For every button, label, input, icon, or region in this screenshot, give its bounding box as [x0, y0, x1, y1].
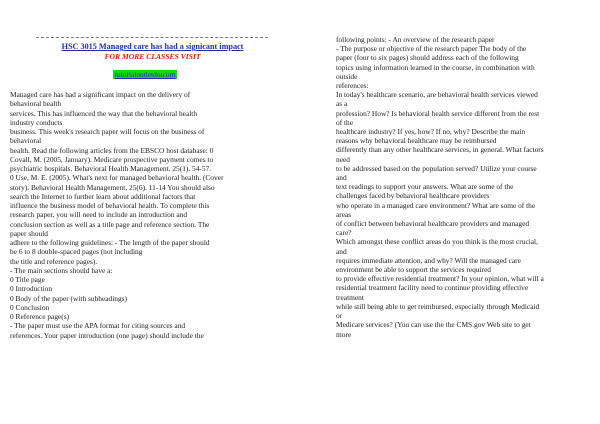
- text-line: to provide effective residential treatment? In your opinion, what will a: [336, 274, 544, 284]
- text-line: challenges faced by behavioral healthcare providers: [336, 191, 490, 201]
- promo-subtitle: FOR MORE CLASSES VISIT: [104, 52, 201, 61]
- header-divider: [36, 37, 268, 38]
- text-line: 0 Body of the paper (with subheadings): [10, 293, 127, 303]
- text-line: and: [336, 173, 347, 183]
- text-line: profession? How? Is behavioral health service different from the rest: [336, 108, 540, 118]
- text-line: while still being able to get reimbursed, especially through Medicaid: [336, 301, 540, 311]
- text-line: services. This has influenced the way that the behavioral health: [10, 108, 198, 118]
- text-line: conclusion section as well as a title page and reference section. The: [10, 219, 210, 229]
- text-line: paper (four to six pages) should address each of the following: [336, 53, 519, 63]
- text-line: requires immediate attention, and why? Will the managed care: [336, 255, 521, 265]
- text-line: be 6 to 8 double-spaced pages (not including: [10, 247, 143, 257]
- text-line: business. This week's research paper will focus on the business of: [10, 127, 205, 136]
- text-line: outside: [336, 71, 358, 81]
- left-column-body: [10, 90, 278, 340]
- text-line: topics using information learned in the course, in combination with: [336, 62, 535, 72]
- text-line: as a: [336, 99, 348, 109]
- text-line: In today's healthcare scenario, are behavioral health services viewed: [336, 90, 538, 100]
- text-line: health. Read the following articles from the EBSCO host database: 0: [10, 145, 214, 155]
- text-line: search the Internet to further learn about additional factors that: [10, 191, 196, 201]
- text-line: environment be able to support the services required: [336, 265, 491, 275]
- text-line: psychiatric hospitals. Behavioral Health Management. 25(1). 54-57.: [10, 164, 212, 173]
- text-line: adhere to the following guidelines: - The length of the paper should: [10, 238, 210, 247]
- text-line: need: [336, 154, 350, 164]
- text-line: behavioral: [10, 136, 42, 146]
- text-line: research paper, you will need to include an introduction and: [10, 210, 188, 220]
- text-line: industry conducts: [10, 117, 63, 127]
- text-line: of the: [336, 117, 354, 127]
- text-line: references. Your paper introduction (one page) should include the: [10, 330, 204, 340]
- text-line: - The paper must use the APA format for citing sources and: [10, 321, 186, 331]
- text-line: influence the business model of behavioral health. To complete this: [10, 201, 210, 210]
- text-line: behavioral health: [10, 99, 62, 109]
- text-line: and: [336, 246, 347, 256]
- text-line: treatment: [336, 292, 364, 302]
- text-line: care?: [336, 228, 352, 238]
- text-line: reasons why behavioral healthcare may be reimbursed: [336, 136, 497, 146]
- text-line: Medicare services? (You can use the the CMS.gov Web site to get: [336, 320, 531, 330]
- text-line: text readings to support your answers. What are some of the: [336, 182, 514, 192]
- text-line: 0 Use, M. E. (2005). What's next for managed behavioral health. (Cover: [10, 173, 224, 183]
- text-line: Managed care has had a significant impact on the delivery of: [10, 90, 191, 99]
- text-line: to be addressed based on the population served? Utilize your course: [336, 163, 537, 173]
- text-line: differently than any other healthcare services, in general. What factors: [336, 145, 544, 155]
- text-line: 0 Reference page(s): [10, 312, 70, 321]
- text-line: 0 Title page: [10, 275, 45, 284]
- text-line: who operate in a managed care environment? What are some of the: [336, 200, 536, 210]
- text-line: references:: [336, 81, 369, 91]
- text-line: healthcare industry? If yes, how? If no, why? Describe the main: [336, 127, 526, 137]
- text-line: or: [336, 311, 343, 321]
- text-line: 0 Conclusion: [10, 302, 50, 312]
- text-line: areas: [336, 209, 352, 219]
- text-line: residential treatment facility need to continue providing effective: [336, 283, 529, 293]
- promo-link[interactable]: tutorialoutletdotcom: [115, 70, 176, 79]
- text-line: following points: - An overview of the research paper: [336, 35, 495, 44]
- text-line: - The main sections should have a:: [10, 265, 113, 275]
- text-line: 0 Introduction: [10, 284, 53, 294]
- text-line: paper should: [10, 228, 48, 238]
- text-line: the title and reference pages).: [10, 256, 98, 266]
- text-line: more: [336, 329, 352, 339]
- right-column-body: [336, 35, 594, 339]
- document-title[interactable]: HSC 3015 Managed care has had a signicant impact: [61, 42, 244, 51]
- text-line: Covall, M. (2005, January). Medicare prospective payment comes to: [10, 154, 214, 164]
- text-line: - The purpose or objective of the research paper The body of the: [336, 44, 527, 54]
- text-line: of conflict between behavioral healthcare providers and managed: [336, 219, 530, 229]
- text-line: Which amongst these conflict areas do you think is the most crucial,: [336, 237, 538, 247]
- text-line: story). Behavioral Health Management, 25(6). 11-14 You should also: [10, 182, 215, 192]
